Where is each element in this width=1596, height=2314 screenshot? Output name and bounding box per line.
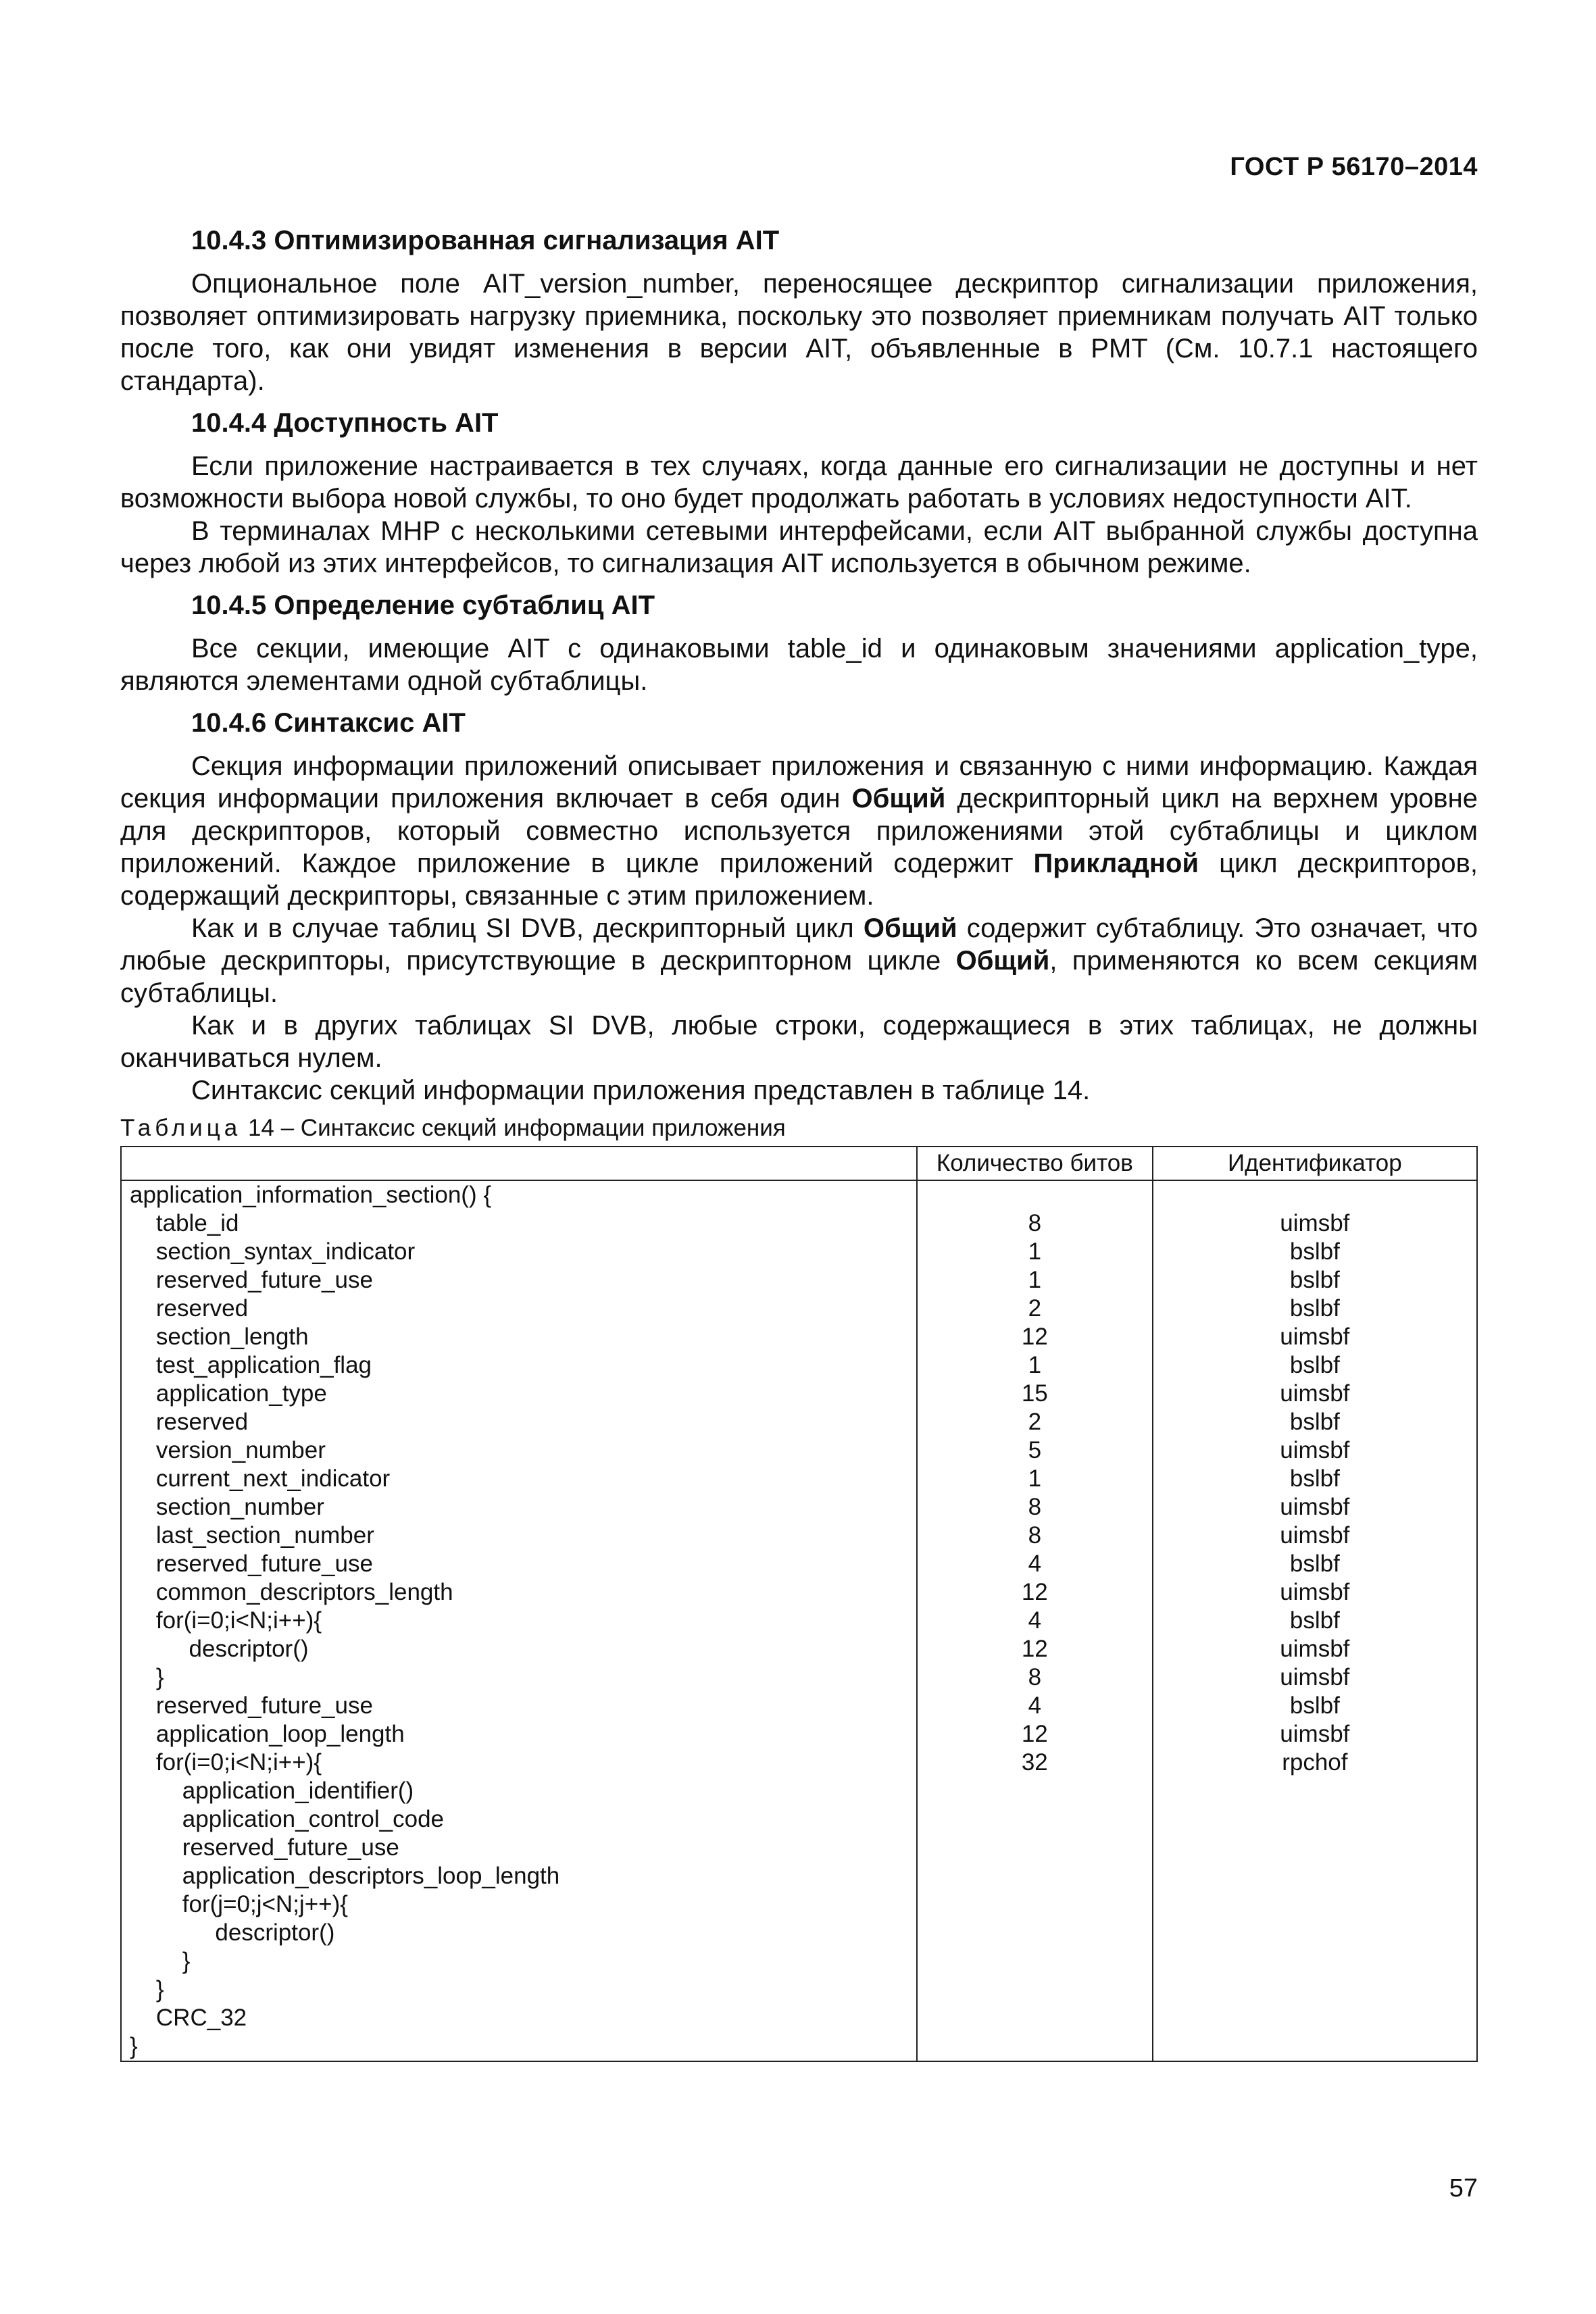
- syntax-line: descriptor(): [130, 1636, 309, 1662]
- syntax-line: CRC_32: [130, 2005, 247, 2031]
- table-header-bits: Количество битов: [917, 1147, 1153, 1180]
- syntax-line: application_loop_length: [130, 1721, 405, 1747]
- paragraph: Как и в других таблицах SI DVB, любые строки, содержащиеся в этих таблицах, не должны оканчиваться нулем.: [120, 1011, 1478, 1073]
- bits-value: 15: [1021, 1380, 1048, 1407]
- bits-value: 4: [1028, 1607, 1042, 1634]
- table-header-syntax: [121, 1147, 917, 1180]
- bits-value: 1: [1028, 1267, 1042, 1293]
- paragraph: Все секции, имеющие AIT с одинаковыми table_id и одинаковым значениями application_type, являются элементами одной субтаблицы.: [120, 634, 1478, 696]
- bits-value: [918, 2004, 1152, 2032]
- syntax-line: test_application_flag: [130, 1352, 372, 1378]
- syntax-line: for(i=0;i<N;i++){: [130, 1749, 322, 1776]
- identifier-value: uimsbf: [1280, 1380, 1350, 1407]
- syntax-line: reserved_future_use: [130, 1692, 373, 1719]
- identifier-value: [1153, 1777, 1476, 1805]
- syntax-line: }: [130, 2033, 138, 2059]
- identifier-value: [1153, 2004, 1476, 2032]
- bits-value: [918, 1777, 1152, 1805]
- identifier-value: [1153, 1947, 1476, 1976]
- syntax-line: section_number: [130, 1494, 324, 1520]
- syntax-line: application_identifier(): [130, 1778, 414, 1804]
- bits-value: [918, 2032, 1152, 2061]
- bits-value: 12: [1021, 1324, 1048, 1350]
- identifier-value: bslbf: [1289, 1607, 1340, 1634]
- section-title-10-4-6: 10.4.6 Синтаксис AIT: [191, 708, 466, 738]
- bold-term: Общий: [955, 946, 1050, 976]
- paragraph: Синтаксис секций информации приложения представлен в таблице 14.: [191, 1076, 1091, 1105]
- syntax-line: common_descriptors_length: [130, 1579, 453, 1605]
- syntax-line: }: [130, 1948, 191, 1974]
- bits-value: 1: [1028, 1352, 1042, 1378]
- syntax-line: section_length: [130, 1324, 309, 1350]
- bits-value: 12: [1021, 1579, 1048, 1605]
- identifier-value: [1153, 1976, 1476, 2004]
- identifier-value: uimsbf: [1280, 1636, 1350, 1662]
- paragraph: Опциональное поле AIT_version_number, переносящее дескриптор сигнализации приложения, позволяет оптимизировать нагрузку приемника, поскольку это позволяет приемникам получать AIT только после того, как они увидят изменения в версии AIT, объявленные в PMT (См. 10.7.1 настоящего стандарта).: [120, 269, 1478, 396]
- identifier-value: bslbf: [1289, 1465, 1340, 1492]
- syntax-line: table_id: [130, 1210, 239, 1236]
- syntax-line: version_number: [130, 1437, 326, 1463]
- bits-value: [918, 1890, 1152, 1919]
- identifier-value: bslbf: [1289, 1267, 1340, 1293]
- bits-value: 5: [1028, 1437, 1042, 1463]
- section-title-10-4-5: 10.4.5 Определение субтаблиц AIT: [191, 590, 655, 620]
- syntax-line: }: [130, 1664, 164, 1690]
- page-number: 57: [1449, 2174, 1478, 2203]
- bits-value: 12: [1021, 1636, 1048, 1662]
- syntax-line: application_information_section() {: [130, 1182, 492, 1208]
- syntax-line: application_descriptors_loop_length: [130, 1863, 560, 1889]
- syntax-line: for(i=0;i<N;i++){: [130, 1607, 322, 1634]
- syntax-line: current_next_indicator: [130, 1465, 391, 1492]
- identifier-value: bslbf: [1289, 1551, 1340, 1577]
- identifier-value: uimsbf: [1280, 1494, 1350, 1520]
- identifier-column: [1153, 1180, 1477, 2061]
- bits-value: 8: [1028, 1522, 1042, 1549]
- syntax-column: [121, 1180, 917, 2061]
- syntax-line: reserved_future_use: [130, 1551, 373, 1577]
- syntax-line: for(j=0;j<N;j++){: [130, 1891, 348, 1917]
- identifier-value: uimsbf: [1280, 1437, 1350, 1463]
- bits-value: 12: [1021, 1721, 1048, 1747]
- bits-value: 32: [1021, 1749, 1048, 1776]
- syntax-line: }: [130, 1976, 164, 2003]
- identifier-value: bslbf: [1289, 1409, 1340, 1435]
- bits-value: 8: [1028, 1494, 1042, 1520]
- identifier-value: uimsbf: [1280, 1522, 1350, 1549]
- identifier-value: uimsbf: [1280, 1721, 1350, 1747]
- bits-value: 8: [1028, 1664, 1042, 1690]
- bits-column: [917, 1180, 1153, 2061]
- identifier-value: [1153, 1834, 1476, 1862]
- document-body: [120, 224, 1478, 2062]
- bits-value: 2: [1028, 1295, 1042, 1322]
- identifier-value: [1153, 2032, 1476, 2061]
- syntax-line: reserved: [130, 1295, 249, 1322]
- identifier-value: [1153, 1805, 1476, 1834]
- syntax-line: last_section_number: [130, 1522, 374, 1549]
- syntax-line: reserved_future_use: [130, 1267, 373, 1293]
- standard-header: ГОСТ Р 56170–2014: [1230, 153, 1478, 181]
- bold-term: Прикладной: [1033, 849, 1199, 878]
- section-title-10-4-4: 10.4.4 Доступность AIT: [191, 408, 499, 438]
- identifier-value: [1153, 1890, 1476, 1919]
- identifier-value: [1153, 1181, 1476, 1209]
- bits-value: [918, 1834, 1152, 1862]
- identifier-value: bslbf: [1289, 1692, 1340, 1719]
- bits-value: 1: [1028, 1465, 1042, 1492]
- identifier-value: bslbf: [1289, 1295, 1340, 1322]
- bits-value: 1: [1028, 1238, 1042, 1265]
- identifier-value: [1153, 1919, 1476, 1947]
- bits-value: [918, 1862, 1152, 1890]
- bits-value: [918, 1181, 1152, 1209]
- syntax-line: section_syntax_indicator: [130, 1238, 416, 1265]
- syntax-line: reserved: [130, 1409, 249, 1435]
- paragraph: Если приложение настраивается в тех случаях, когда данные его сигнализации не доступны и нет возможности выбора новой службы, то оно будет продолжать работать в условиях недоступности AIT.: [120, 451, 1478, 513]
- syntax-line: descriptor(): [130, 1919, 335, 1946]
- syntax-line: reserved_future_use: [130, 1834, 399, 1861]
- identifier-value: uimsbf: [1280, 1664, 1350, 1690]
- bits-value: 4: [1028, 1551, 1042, 1577]
- bits-value: 8: [1028, 1210, 1042, 1236]
- identifier-value: [1153, 1862, 1476, 1890]
- bits-value: [918, 1805, 1152, 1834]
- bits-value: [918, 1947, 1152, 1976]
- bits-value: 2: [1028, 1409, 1042, 1435]
- identifier-value: uimsbf: [1280, 1210, 1350, 1236]
- bold-term: Общий: [863, 913, 957, 943]
- identifier-value: bslbf: [1289, 1238, 1340, 1265]
- bits-value: [918, 1976, 1152, 2004]
- syntax-line: application_type: [130, 1380, 327, 1407]
- table-caption: Таблица 14 – Синтаксис секций информации приложения: [120, 1115, 786, 1141]
- syntax-table: [120, 1146, 1478, 2062]
- syntax-line: application_control_code: [130, 1806, 445, 1832]
- bits-value: 4: [1028, 1692, 1042, 1719]
- bold-term: Общий: [851, 784, 946, 813]
- identifier-value: bslbf: [1289, 1352, 1340, 1378]
- bits-value: [918, 1919, 1152, 1947]
- identifier-value: rpchof: [1282, 1749, 1348, 1776]
- paragraph: Как и в случае таблиц SI DVB, дескрипторный цикл Общий содержит субтаблицу. Это означает, что любые дескрипторы, присутствующие в дескрипторном цикле Общий, применяются ко всем секциям субтаблицы.: [120, 913, 1478, 1008]
- identifier-value: uimsbf: [1280, 1324, 1350, 1350]
- identifier-value: uimsbf: [1280, 1579, 1350, 1605]
- table-header-identifier: Идентификатор: [1153, 1147, 1477, 1180]
- paragraph: В терминалах MHP с несколькими сетевыми интерфейсами, если AIT выбранной службы доступна через любой из этих интерфейсов, то сигнализация AIT используется в обычном режиме.: [120, 516, 1478, 578]
- paragraph: Секция информации приложений описывает приложения и связанную с ними информацию. Каждая секция информации приложения включает в себя один Общий дескрипторный цикл на верхнем уровне для дескрипторов, который совместно используется приложениями этой субтаблицы и циклом приложений. Каждое приложение в цикле приложений содержит Прикладной цикл дескрипторов, содержащий дескрипторы, связанные с этим приложением.: [120, 751, 1478, 911]
- section-title-10-4-3: 10.4.3 Оптимизированная сигнализация AIT: [191, 226, 780, 255]
